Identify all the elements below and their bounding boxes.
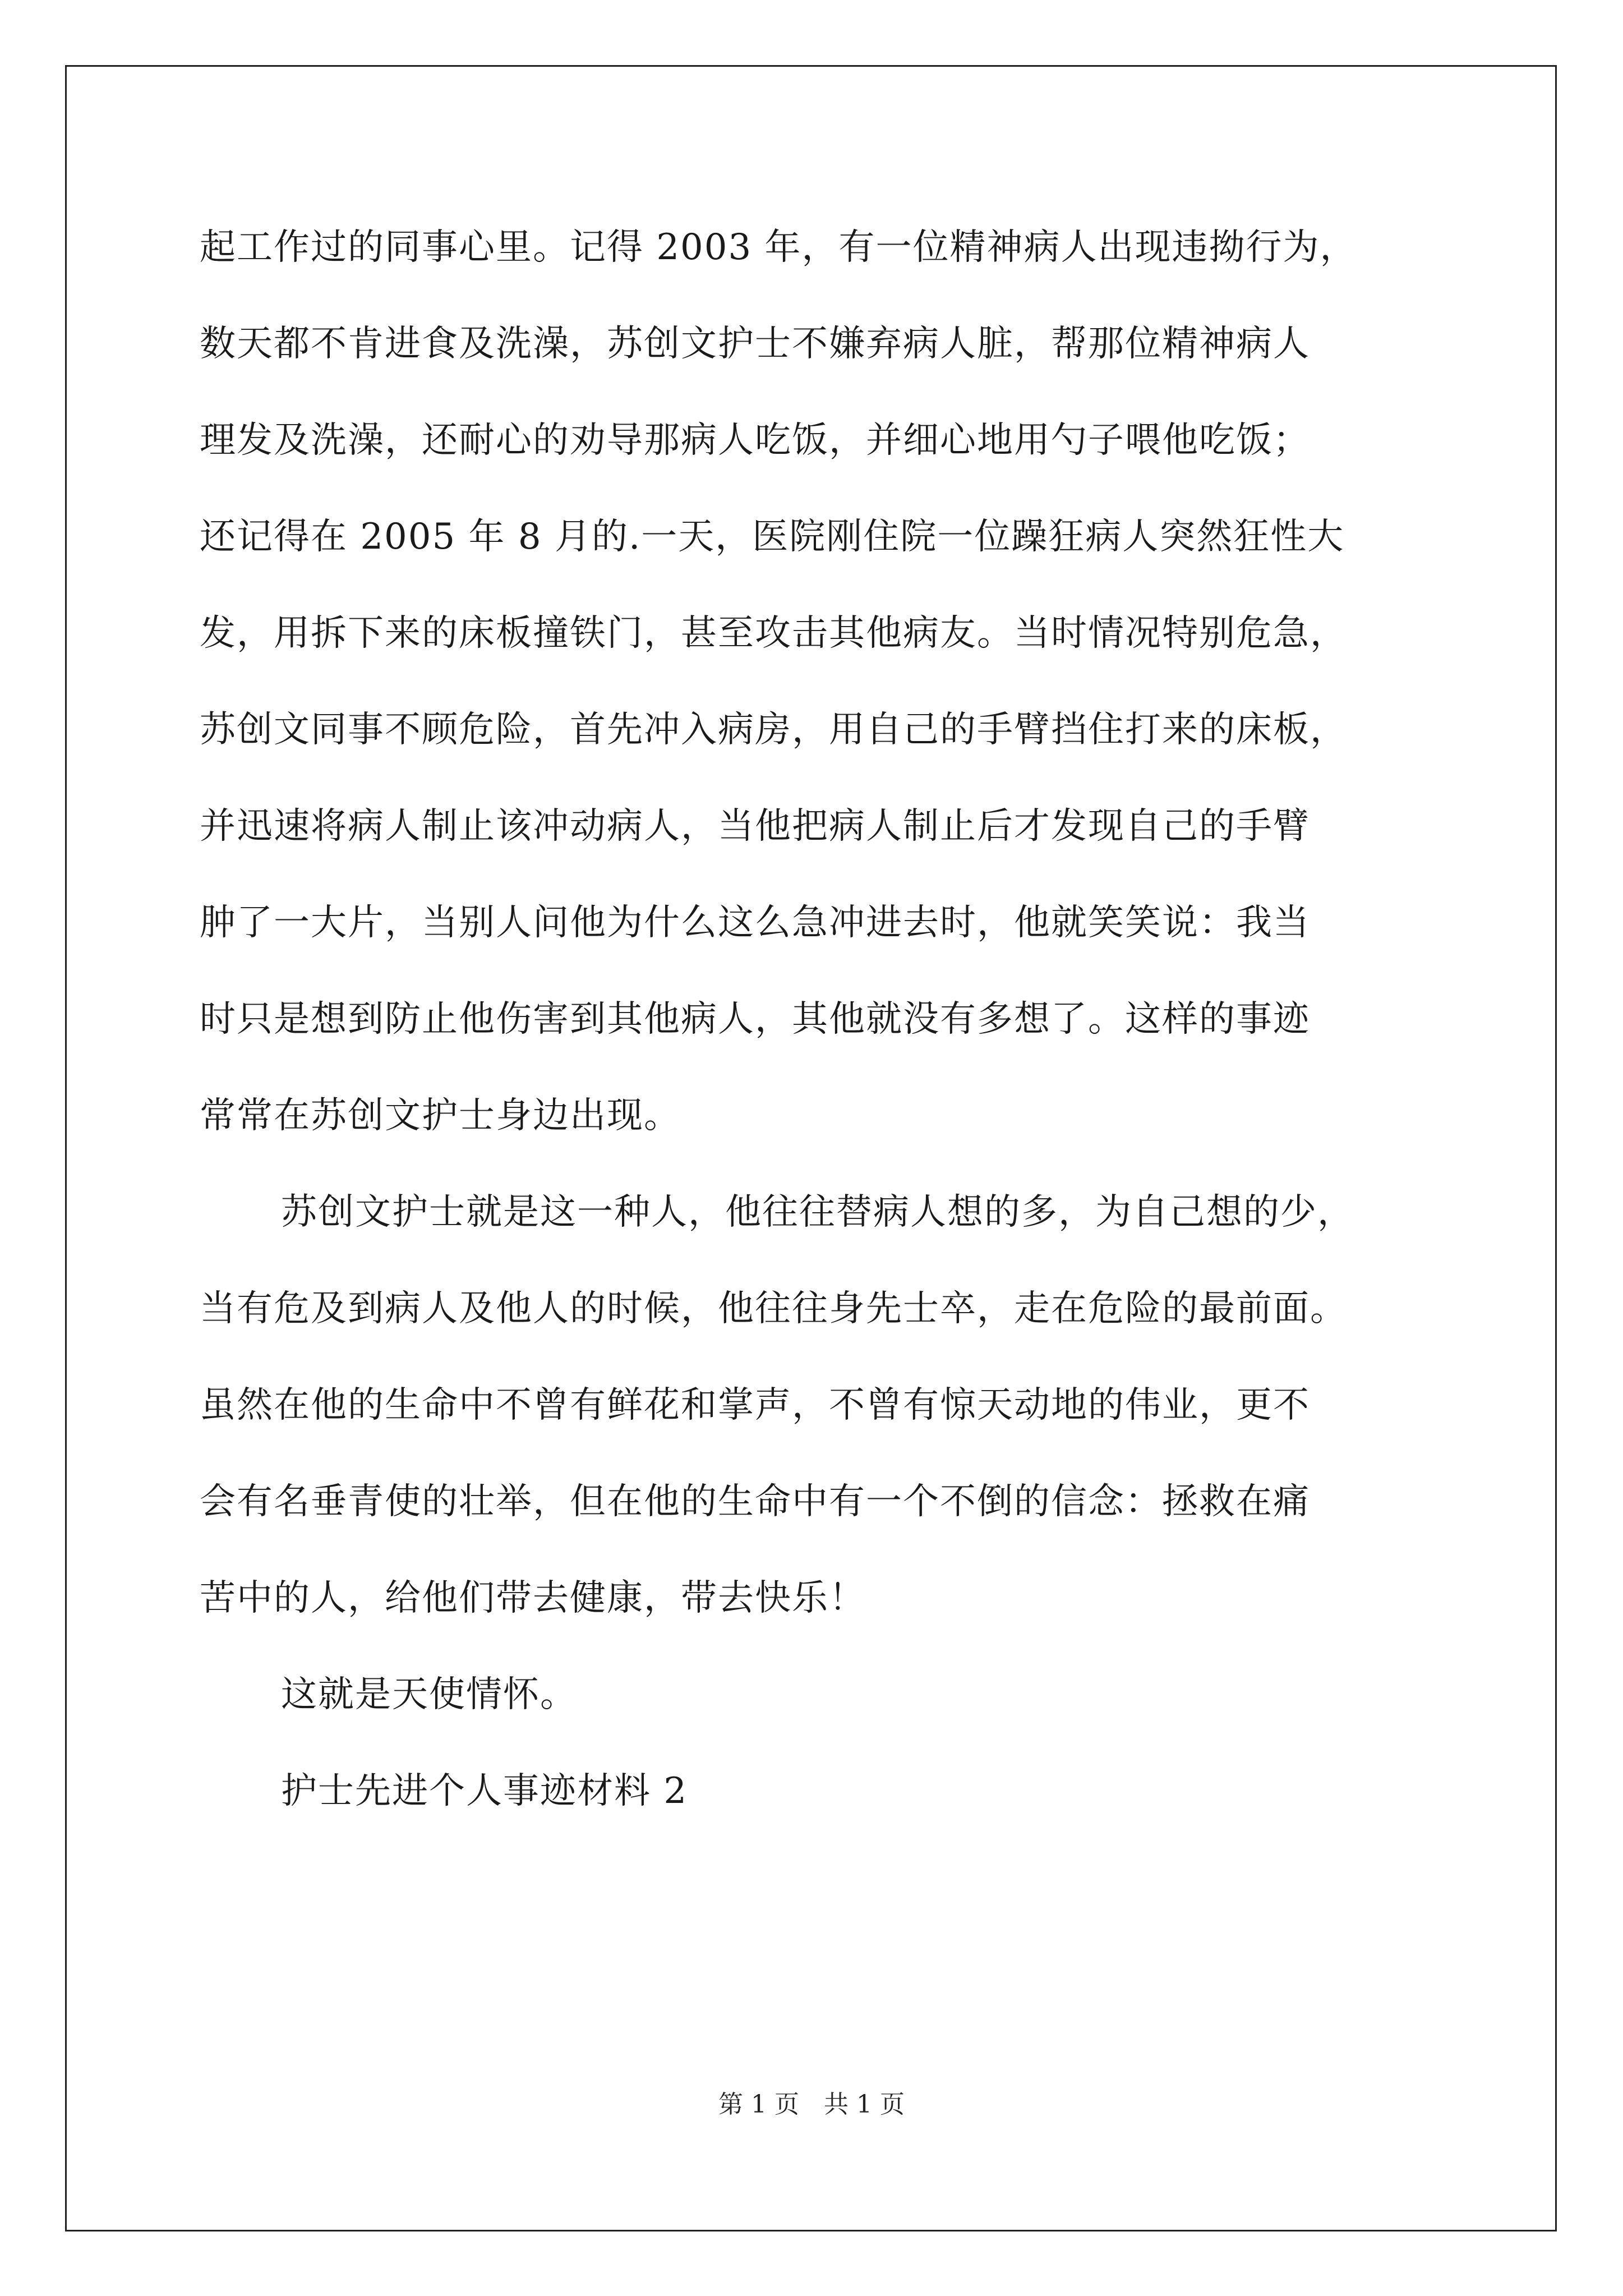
text-line-15: 苦中的人，给他们带去健康，带去快乐！ — [200, 1577, 866, 1619]
text-line-9: 时只是想到防止他伤害到其他病人，其他就没有多想了。这样的事迹 — [200, 999, 1310, 1040]
text-line-2: 数天都不肯进食及洗澡，苏创文护士不嫌弃病人脏，帮那位精神病人 — [200, 323, 1310, 365]
text-line-12: 当有危及到病人及他人的时候，他往往身先士卒，走在危险的最前面。 — [200, 1288, 1347, 1329]
text-line-10: 常常在苏创文护士身边出现。 — [200, 1095, 681, 1137]
text-line-13: 虽然在他的生命中不曾有鲜花和掌声，不曾有惊天动地的伟业，更不 — [200, 1384, 1310, 1426]
text-line-3: 理发及洗澡，还耐心的劝导那病人吃饭，并细心地用勺子喂他吃饭； — [200, 420, 1310, 461]
text-line-14: 会有名垂青使的壮举，但在他的生命中有一个不倒的信念：拯救在痛 — [200, 1481, 1310, 1522]
text-line-8: 肿了一大片，当别人问他为什么这么急冲进去时，他就笑笑说：我当 — [200, 902, 1310, 944]
section-heading: 护士先进个人事迹材料 2 — [281, 1770, 688, 1812]
text-line-4: 还记得在 2005 年 8 月的.一天，医院刚住院一位躁狂病人突然狂性大 — [200, 516, 1345, 558]
text-line-6: 苏创文同事不顾危险，首先冲入病房，用自己的手臂挡住打来的床板， — [200, 709, 1347, 751]
text-line-5: 发，用拆下来的床板撞铁门，甚至攻击其他病友。当时情况特别危急， — [200, 613, 1347, 654]
text-line-7: 并迅速将病人制止该冲动病人，当他把病人制止后才发现自己的手臂 — [200, 806, 1310, 847]
text-line-1: 起工作过的同事心里。记得 2003 年，有一位精神病人出现违拗行为， — [200, 227, 1357, 268]
page-number-footer: 第 1 页 共 1 页 — [718, 2090, 905, 2119]
text-line-16: 这就是天使情怀。 — [281, 1674, 577, 1715]
document-body — [200, 199, 1433, 1839]
text-line-11: 苏创文护士就是这一种人，他往往替病人想的多，为自己想的少， — [281, 1191, 1354, 1233]
